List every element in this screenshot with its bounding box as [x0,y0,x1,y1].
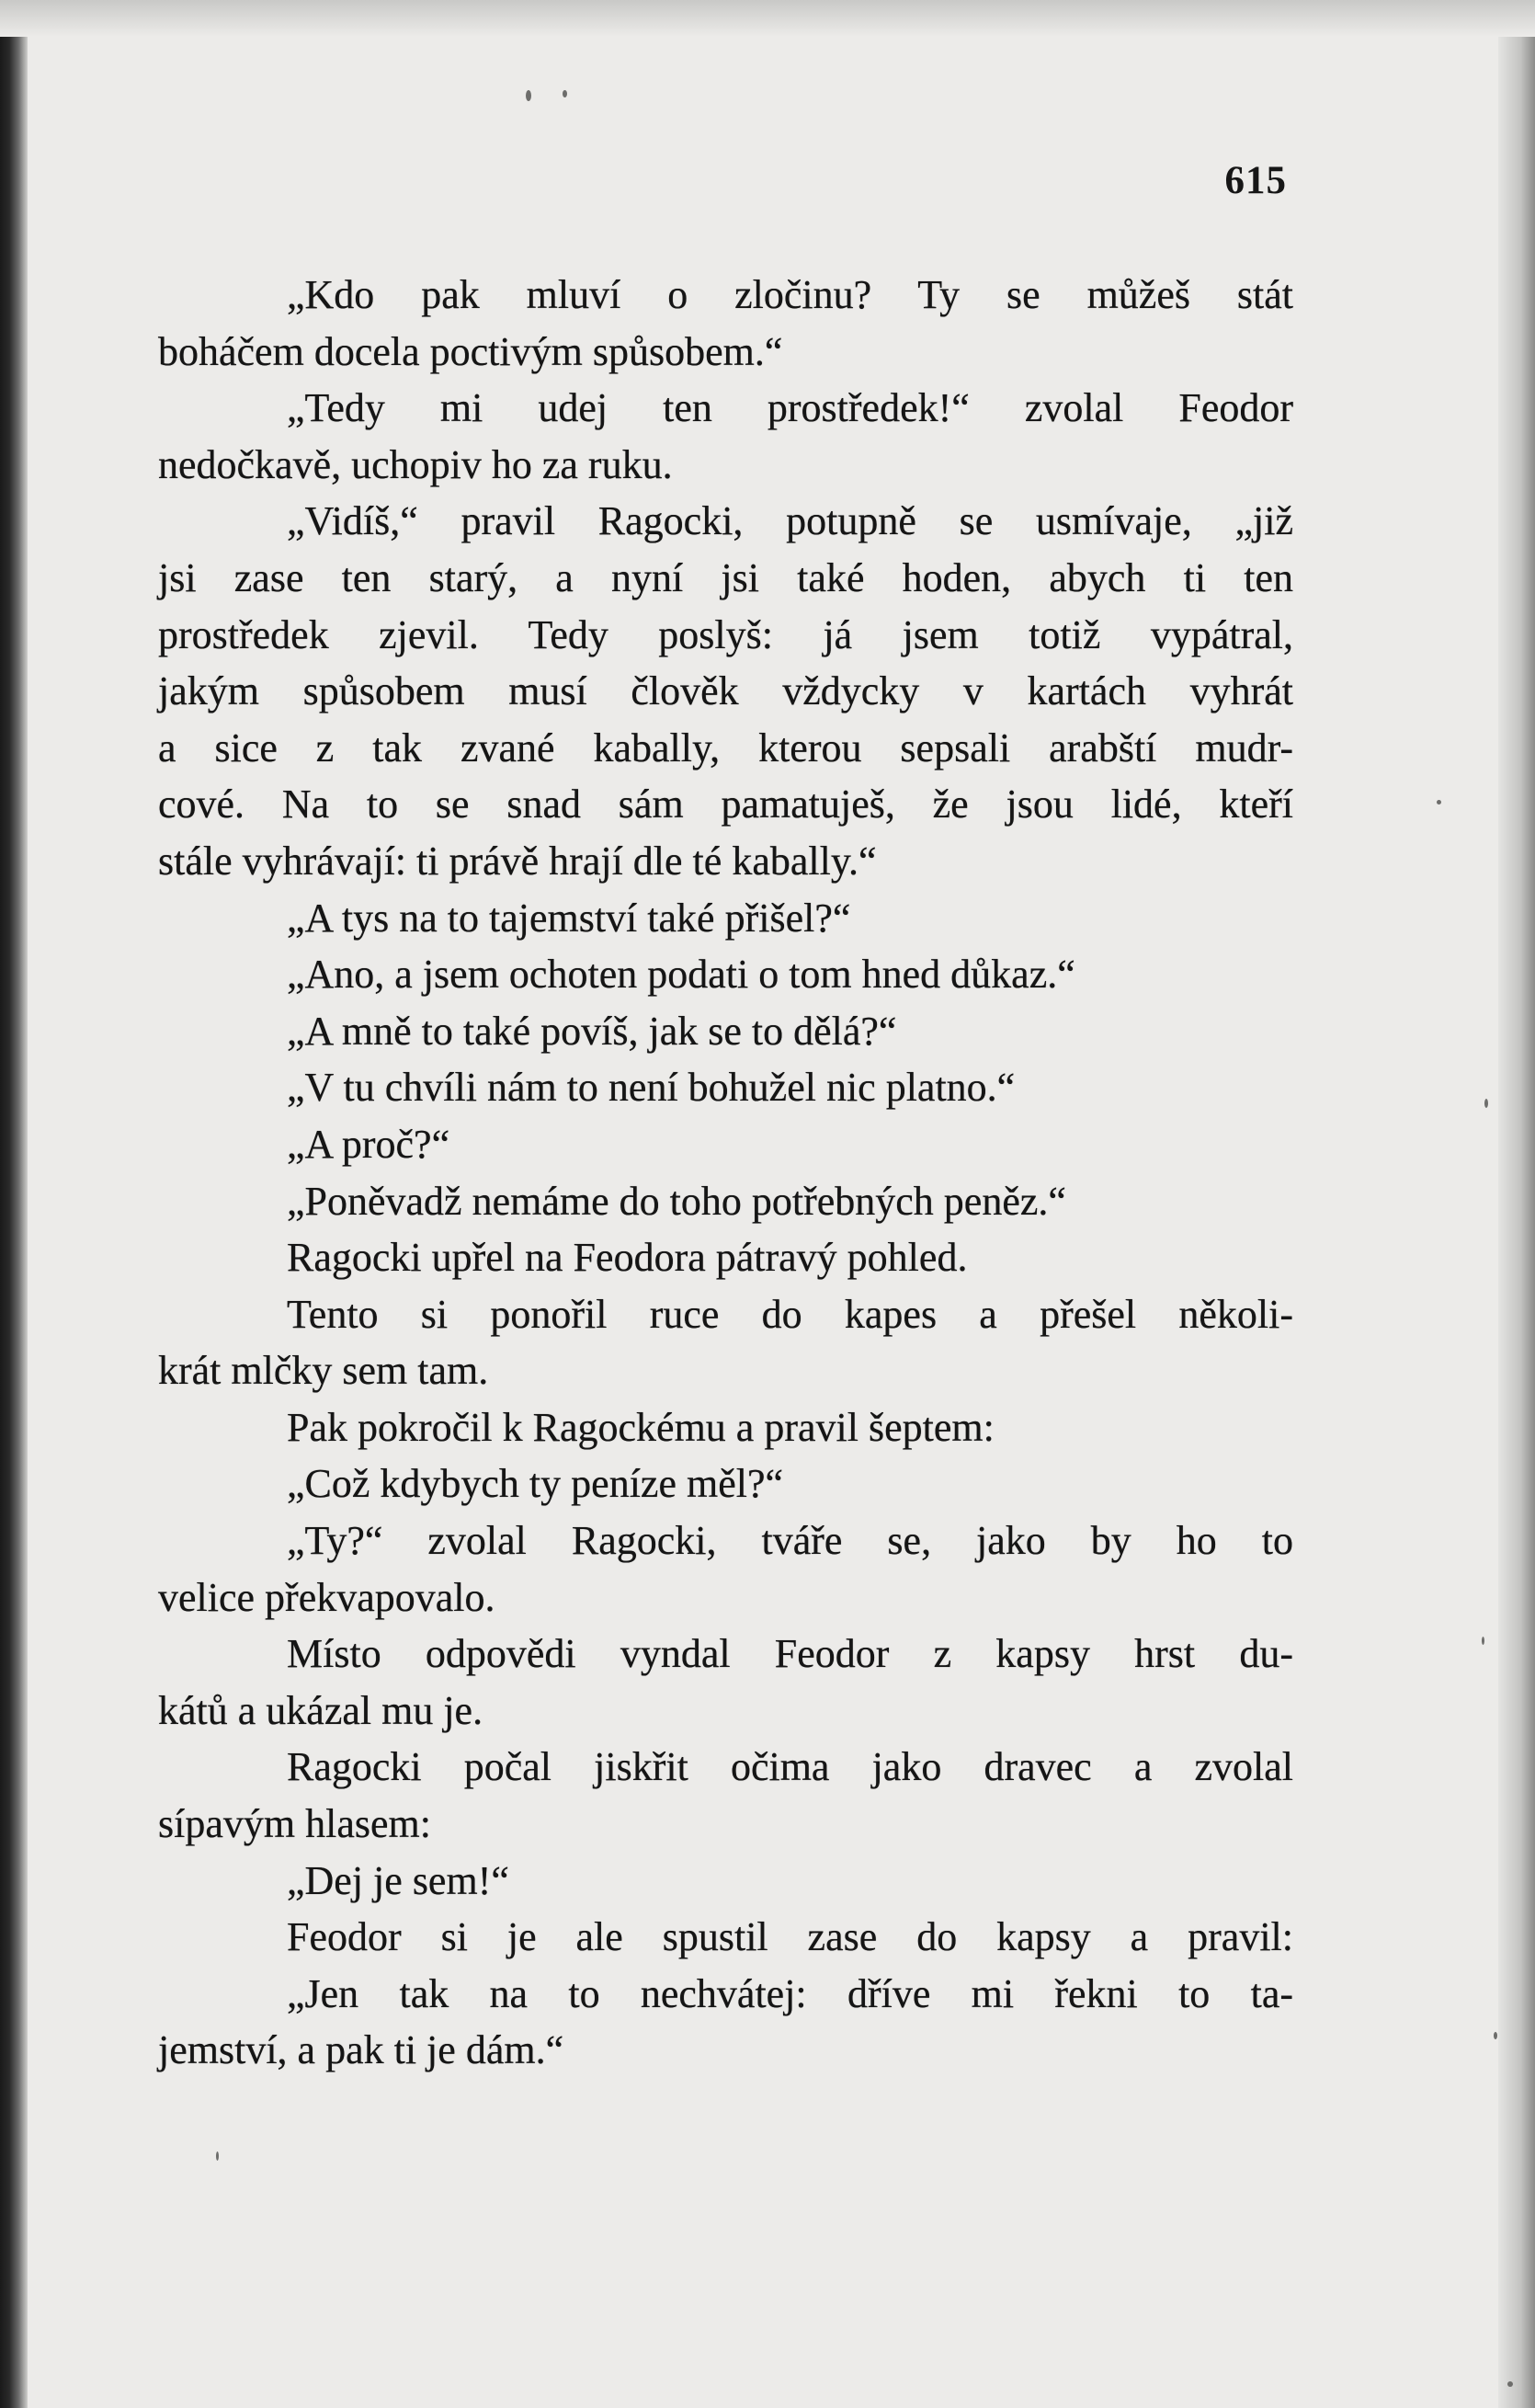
text-line: prostředek zjevil. Tedy poslyš: já jsem totiž vypátral, [158,611,1293,657]
binding-edge [0,0,28,2408]
text-line: „A proč?“ [287,1121,450,1167]
page-top-edge [0,0,1535,37]
text-line: velice překvapovalo. [158,1574,495,1620]
scan-speck [563,90,567,97]
body-text [158,267,1293,2079]
text-line: „Jen tak na to nechvátej: dříve mi řekni to ta- [287,1970,1293,2016]
text-line: a sice z tak zvané kabally, kterou sepsali arabští mudr- [158,725,1293,770]
text-line: „A tys na to tajemství také přišel?“ [287,895,851,941]
scan-speck [526,90,531,101]
scan-speck [1482,1637,1484,1645]
scan-speck [1494,2032,1497,2039]
text-line: Pak pokročil k Ragockému a pravil šeptem: [287,1404,995,1450]
text-line: „V tu chvíli nám to není bohužel nic platno.“ [287,1065,1016,1111]
text-line: boháčem docela poctivým spůsobem.“ [158,328,783,374]
text-line: „A mně to také povíš, jak se to dělá?“ [287,1008,897,1054]
text-line: „Vidíš,“ pravil Ragocki, potupně se usmívaje, „již [287,498,1293,544]
scan-speck [1437,800,1441,805]
page-number: 615 [1224,159,1287,202]
text-line: „Kdo pak mluví o zločinu? Ty se můžeš stát [287,272,1293,317]
scan-speck [216,2151,219,2161]
text-line: Tento si ponořil ruce do kapes a přešel několi- [287,1291,1293,1337]
text-line: „Což kdybych ty peníze měl?“ [287,1461,784,1507]
page-right-edge [1498,0,1535,2408]
text-line: jsi zase ten starý, a nyní jsi také hoden, abych ti ten [158,554,1293,600]
text-line: stále vyhrávají: ti právě hrají dle té kabally.“ [158,838,877,884]
text-line: Ragocki upřel na Feodora pátravý pohled. [287,1235,968,1281]
scan-speck [1484,1099,1488,1108]
text-line: „Ty?“ zvolal Ragocki, tváře se, jako by ho to [287,1518,1293,1564]
text-line: cové. Na to se snad sám pamatuješ, že jsou lidé, kteří [158,782,1293,827]
text-line: jakým spůsobem musí člověk vždycky v kartách vyhrát [158,668,1293,714]
text-line: Ragocki počal jiskřit očima jako dravec a zvolal [287,1744,1293,1790]
text-line: „Dej je sem!“ [287,1857,509,1903]
text-line: Místo odpovědi vyndal Feodor z kapsy hrst du- [287,1631,1293,1677]
text-line: kátů a ukázal mu je. [158,1687,483,1733]
text-line: krát mlčky sem tam. [158,1348,489,1394]
text-line: Feodor si je ale spustil zase do kapsy a pravil: [287,1914,1293,1960]
text-line: „Tedy mi udej ten prostředek!“ zvolal Feodor [287,385,1293,431]
text-line: „Poněvadž nemáme do toho potřebných peněz.“ [287,1178,1066,1224]
text-line: nedočkavě, uchopiv ho za ruku. [158,441,673,487]
text-line: jemství, a pak ti je dám.“ [158,2027,564,2073]
scan-speck [1507,2381,1513,2387]
text-line: sípavým hlasem: [158,1801,431,1847]
text-line: „Ano, a jsem ochoten podati o tom hned důkaz.“ [287,952,1075,998]
